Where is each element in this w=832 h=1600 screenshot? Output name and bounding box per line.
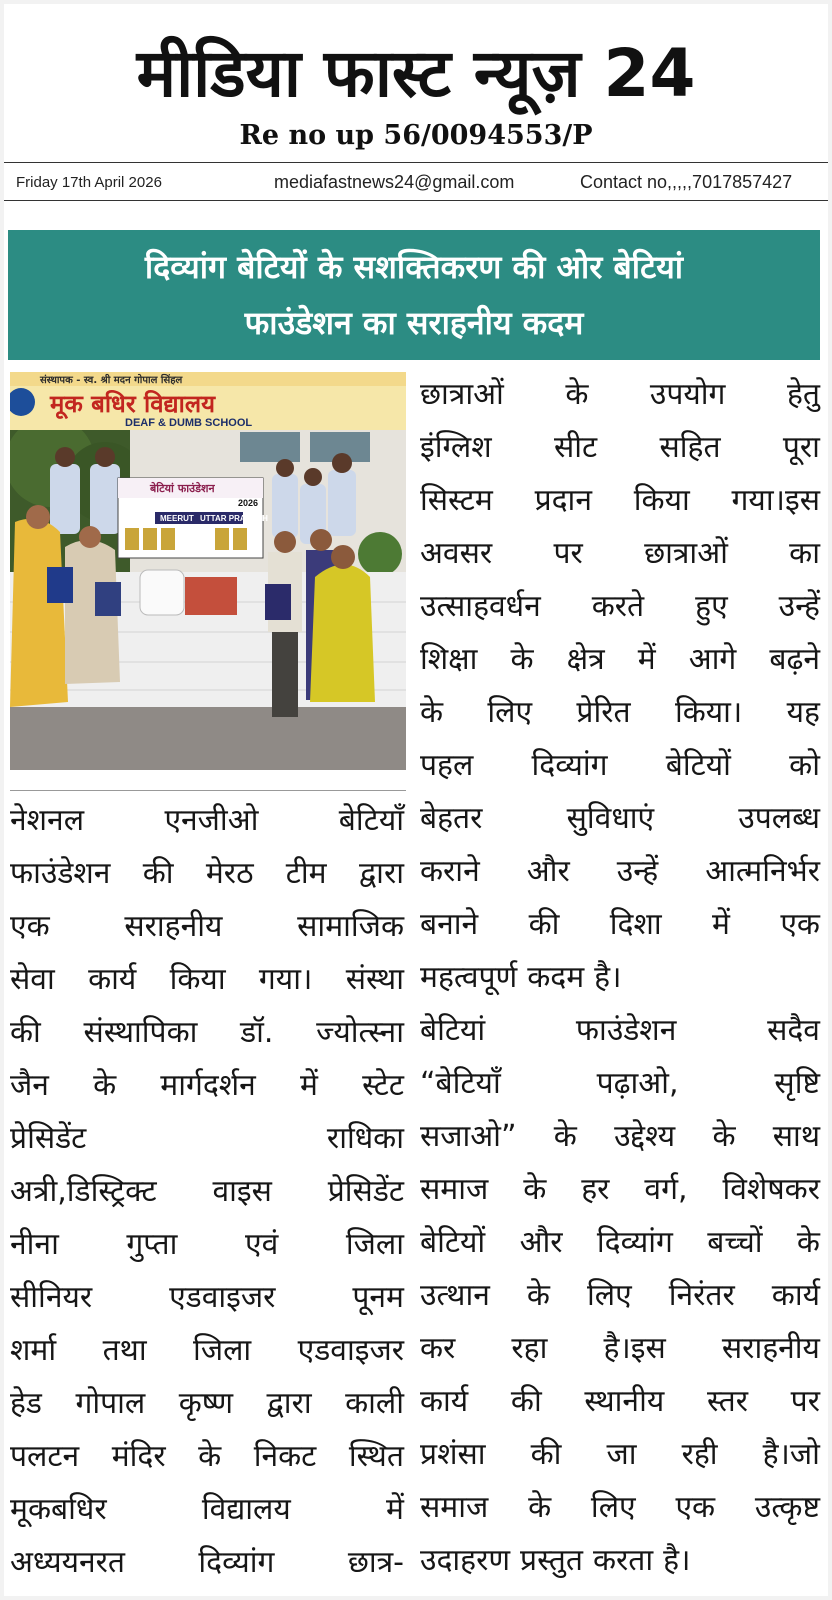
word: सृष्टि [774, 1066, 820, 1101]
text-line [10, 953, 404, 1006]
word: का [789, 536, 820, 571]
word: एक [675, 1490, 716, 1525]
word: ज्योत्स्ना [316, 1015, 404, 1050]
word: के [93, 1068, 117, 1103]
text-line [10, 1006, 404, 1059]
word: सेवा [10, 962, 55, 997]
word: तथा [102, 1333, 147, 1368]
text-line [10, 1324, 404, 1377]
word: उत्थान [420, 1278, 490, 1313]
word: नीना [10, 1227, 59, 1262]
word: विशेषकर [722, 1172, 820, 1207]
photo-banner-top-text: संस्थापक - स्व. श्री मदन गोपाल सिंहल [40, 375, 183, 386]
text-line [420, 1004, 820, 1057]
word: फाउंडेशन [575, 1013, 677, 1048]
photo-divider [10, 790, 406, 791]
text-line [420, 792, 820, 845]
word: वाइस [212, 1174, 272, 1209]
word: कार्य [88, 962, 137, 997]
word: बेटियों [665, 748, 731, 783]
word: एवं [245, 1227, 279, 1262]
masthead-title: मीडिया फास्ट न्यूज़ 24 [136, 35, 696, 112]
word: विद्यालय [201, 1492, 291, 1527]
word: मूकबधिर [10, 1492, 107, 1527]
word: यह [786, 695, 820, 730]
word: एनजीओ [164, 803, 259, 838]
word: संस्थापिका [83, 1015, 198, 1050]
word: लिए [586, 1278, 632, 1313]
word: छात्राओं [420, 377, 504, 412]
word: बच्चों [707, 1225, 763, 1260]
text-line [10, 794, 404, 847]
word: आगे [688, 642, 737, 677]
text-line [10, 1112, 404, 1165]
text-line [10, 900, 404, 953]
word: स्थानीय [584, 1384, 665, 1419]
registration-number: Re no up 56/0094553/P [239, 120, 593, 151]
word: की [530, 1437, 562, 1472]
word: उपयोग [649, 377, 726, 412]
word: जा [606, 1437, 637, 1472]
word: काली [345, 1386, 404, 1421]
word: सहित [659, 430, 721, 465]
word: सराहनीय [124, 909, 223, 944]
word: सीनियर [10, 1280, 93, 1315]
word: की [142, 856, 174, 891]
word: के [565, 377, 589, 412]
headline-banner [8, 230, 820, 360]
word: छात्र- [347, 1545, 404, 1580]
word: उपलब्ध [738, 801, 820, 836]
word: उन्हें [778, 589, 820, 624]
word: के [526, 1278, 550, 1313]
word: साथ [772, 1119, 820, 1154]
text-line [420, 474, 820, 527]
word: दिव्यांग [198, 1545, 275, 1580]
word: जिला [345, 1227, 404, 1262]
word: के [420, 695, 444, 730]
word: इंग्लिश [420, 430, 492, 465]
word: और [526, 854, 570, 889]
word: है।इस [603, 1331, 666, 1366]
word: बढ़ने [769, 642, 820, 677]
word: को [789, 748, 820, 783]
text-line [420, 1375, 820, 1428]
word: सराहनीय [721, 1331, 820, 1366]
word: की [528, 907, 560, 942]
text-line [420, 1322, 820, 1375]
right-column-text [420, 368, 820, 1587]
text-line [420, 1057, 820, 1110]
text-line [420, 421, 820, 474]
poster-city: MEERUT [160, 514, 194, 523]
word: के [523, 1172, 547, 1207]
word: प्रेसिडेंट [327, 1174, 404, 1209]
word: हुए [695, 589, 728, 624]
word: और [519, 1225, 563, 1260]
word: एडवाइजर [169, 1280, 276, 1315]
word: कार्य [771, 1278, 820, 1313]
word: स्टेट [362, 1068, 404, 1103]
word: बनाने [420, 907, 479, 942]
word: के [553, 1119, 577, 1154]
text-line [420, 951, 820, 1004]
word: में [637, 642, 656, 677]
word: के [712, 1119, 736, 1154]
text-line [10, 1218, 404, 1271]
word: है।जो [762, 1437, 820, 1472]
word: मार्गदर्शन [160, 1068, 256, 1103]
word: सिस्टम [420, 483, 493, 518]
word: द्वारा [266, 1386, 312, 1421]
word: गया।इस [731, 483, 820, 518]
word: स्तर [706, 1384, 748, 1419]
word: क्षेत्र [566, 642, 605, 677]
word: की [10, 1015, 41, 1050]
photo-school-name-english: DEAF & DUMB SCHOOL [125, 417, 253, 429]
word: दिव्यांग [596, 1225, 673, 1260]
contact-number: Contact no,,,,,7017857427 [580, 172, 793, 192]
word: कार्य [420, 1384, 469, 1419]
word: वर्ग, [644, 1172, 688, 1207]
word: उत्कृष्ट [754, 1490, 820, 1525]
word: अध्ययनरत [10, 1545, 126, 1580]
word: प्रशंसा [420, 1437, 486, 1472]
word: में [299, 1068, 318, 1103]
word: प्रेरित [576, 695, 631, 730]
word: मेरठ [205, 856, 254, 891]
word: है। [663, 1543, 691, 1578]
word: हेतु [786, 377, 820, 412]
word: गुप्ता [126, 1227, 178, 1262]
text-line [10, 1536, 404, 1589]
word: उद्देश्य [614, 1119, 676, 1154]
word: संस्था [345, 962, 404, 997]
word: में [386, 1492, 404, 1527]
word: एक [780, 907, 820, 942]
word: निरंतर [668, 1278, 735, 1313]
headline-line-2: फाउंडेशन का सराहनीय कदम [244, 304, 584, 342]
word: पूरा [782, 430, 820, 465]
newspaper-page [4, 4, 828, 1596]
word: पूनम [352, 1280, 404, 1315]
word: फाउंडेशन [10, 856, 111, 891]
text-line [10, 1165, 404, 1218]
word: की [510, 1384, 542, 1419]
text-line [10, 1430, 404, 1483]
word: किया [169, 962, 226, 997]
word: गया। [258, 962, 313, 997]
word: जैन [10, 1068, 49, 1103]
word: सीट [553, 430, 598, 465]
word: कर [420, 1331, 456, 1366]
text-line [420, 1163, 820, 1216]
text-line [420, 1534, 820, 1587]
word: सामाजिक [297, 909, 404, 944]
news-photo [10, 372, 406, 770]
word: डॉ. [240, 1015, 274, 1050]
word: द्वारा [358, 856, 404, 891]
text-line [420, 1269, 820, 1322]
word: जिला [193, 1333, 252, 1368]
word: करते [591, 589, 645, 624]
word: कृष्ण [178, 1386, 234, 1421]
word: नेशनल [10, 803, 85, 838]
word: बेटियाँ [338, 803, 404, 838]
text-line [10, 847, 404, 900]
word: उत्साहवर्धन [420, 589, 541, 624]
word: पलटन [10, 1439, 80, 1474]
photo-school-name-hindi: मूक बधिर विद्यालय [50, 390, 216, 418]
issue-date: Friday 17th April 2026 [16, 174, 162, 191]
text-line [420, 1110, 820, 1163]
word: राधिका [326, 1121, 404, 1156]
word: शर्मा [10, 1333, 57, 1368]
word: गोपाल [75, 1386, 146, 1421]
text-line [10, 1483, 404, 1536]
text-line [420, 368, 820, 421]
word: प्रदान [534, 483, 592, 518]
word: है। [594, 960, 622, 995]
word: के [198, 1439, 222, 1474]
word: आत्मनिर्भर [705, 854, 820, 889]
poster-title: बेटियां फाउंडेशन [150, 482, 215, 495]
poster-state: UTTAR PRADESH [200, 514, 268, 523]
word: पढ़ाओ, [596, 1066, 679, 1101]
text-line [420, 633, 820, 686]
word: समाज [420, 1490, 489, 1525]
info-bar [4, 165, 828, 201]
text-line [420, 1428, 820, 1481]
word: उन्हें [616, 854, 659, 889]
word: सुविधाएं [566, 801, 655, 836]
word: टीम [285, 856, 327, 891]
text-line [420, 580, 820, 633]
text-line [420, 739, 820, 792]
bottom-divider [4, 200, 828, 201]
word: के [528, 1490, 552, 1525]
word: सदैव [767, 1013, 820, 1048]
word: बेहतर [420, 801, 483, 836]
text-line [420, 527, 820, 580]
word: उदाहरण [420, 1543, 511, 1578]
word: हर [581, 1172, 610, 1207]
word: बेटियां [420, 1013, 486, 1048]
word: प्रेसिडेंट [10, 1121, 87, 1156]
headline-line-1: दिव्यांग बेटियों के सशक्तिकरण की ओर बेटियां [144, 248, 684, 286]
word: लिए [590, 1490, 636, 1525]
text-line [420, 1481, 820, 1534]
text-line [420, 898, 820, 951]
text-line [10, 1377, 404, 1430]
word: किया। [674, 695, 743, 730]
top-divider [4, 162, 828, 163]
word: शिक्षा [420, 642, 478, 677]
word: पर [553, 536, 583, 571]
text-line [420, 1216, 820, 1269]
text-line [420, 845, 820, 898]
contact-email: mediafastnews24@gmail.com [274, 172, 515, 192]
text-line [420, 686, 820, 739]
word: पर [790, 1384, 820, 1419]
word: रही [681, 1437, 718, 1472]
text-line [10, 1271, 404, 1324]
word: सजाओ” [420, 1119, 517, 1154]
word: छात्राओं [644, 536, 728, 571]
word: कदम [527, 960, 585, 995]
word: “बेटियाँ [420, 1066, 501, 1101]
word: दिव्यांग [531, 748, 608, 783]
word: के [510, 642, 534, 677]
word: अवसर [420, 536, 493, 571]
word: के [796, 1225, 820, 1260]
word: एक [10, 909, 50, 944]
word: निकट [253, 1439, 317, 1474]
word: मंदिर [111, 1439, 166, 1474]
word: हेड [10, 1386, 42, 1421]
word: अत्री,डिस्ट्रिक्ट [10, 1174, 157, 1209]
word: लिए [487, 695, 533, 730]
word: कराने [420, 854, 480, 889]
word: महत्वपूर्ण [420, 960, 518, 995]
word: दिशा [609, 907, 662, 942]
word: रहा [511, 1331, 548, 1366]
word: में [712, 907, 730, 942]
poster-year: 2026 [238, 498, 259, 508]
word: पहल [420, 748, 474, 783]
word: किया [633, 483, 690, 518]
word: समाज [420, 1172, 489, 1207]
text-line [10, 1059, 404, 1112]
word: स्थित [348, 1439, 404, 1474]
left-column-text [10, 794, 404, 1589]
word: प्रस्तुत [520, 1543, 583, 1578]
word: करता [592, 1543, 654, 1578]
word: एडवाइजर [297, 1333, 404, 1368]
word: बेटियों [420, 1225, 486, 1260]
